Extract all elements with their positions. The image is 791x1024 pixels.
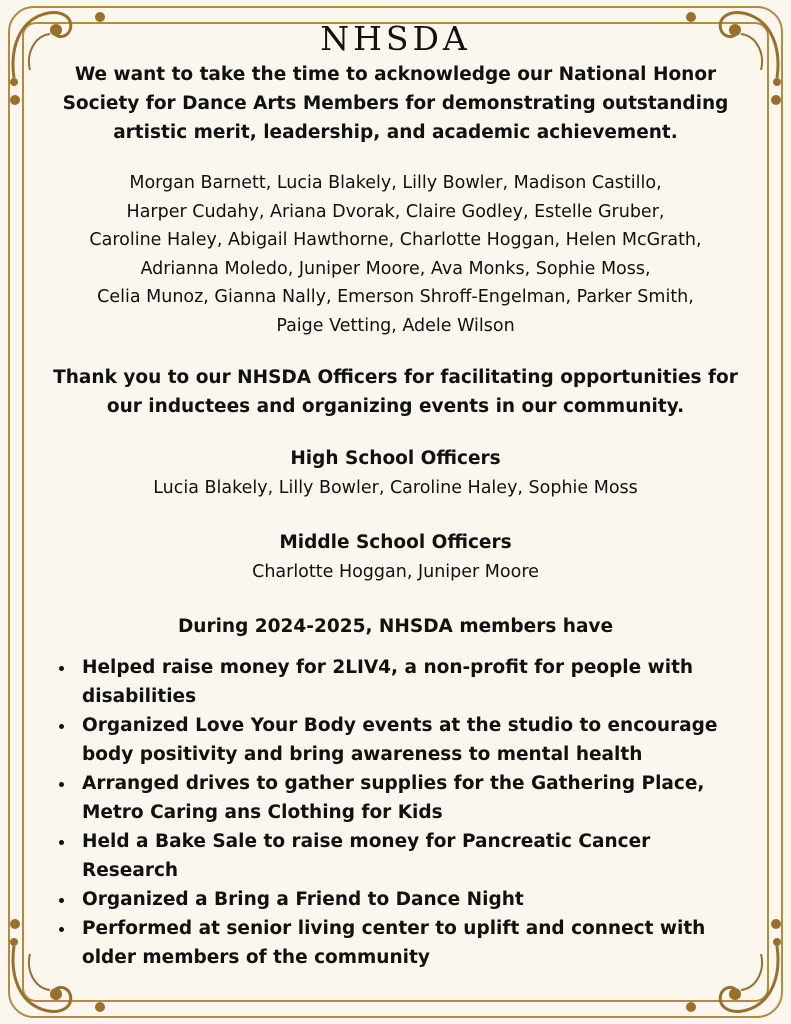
dot-ornament-icon (10, 919, 20, 929)
list-item: • Organized a Bring a Friend to Dance Night (76, 885, 751, 914)
list-item: • Helped raise money for 2LIV4, a non-profit for people with disabilities (76, 653, 751, 711)
intro-text: We want to take the time to acknowledge our National Honor Society for Dance Arts Members for demonstrating outstanding artistic merit, leadership, and academic achievement. (62, 64, 729, 143)
list-item: • Organized Love Your Body events at the studio to encourage body positivity and bring awareness to mental health (76, 711, 751, 769)
middle-school-officers-heading: Middle School Officers (279, 531, 512, 553)
dot-ornament-icon (10, 95, 20, 105)
achievements-list (40, 653, 751, 972)
officers-thanks-text: Thank you to our NHSDA Officers for facilitating opportunities for our inductees and organizing events in our community. (53, 366, 738, 417)
members-line: Celia Munoz, Gianna Nally, Emerson Shroff-Engelman, Parker Smith, (97, 287, 694, 308)
list-item: • Arranged drives to gather supplies for the Gathering Place, Metro Caring ans Clothing for Kids (76, 769, 751, 827)
members-line: Caroline Haley, Abigail Hawthorne, Charlotte Hoggan, Helen McGrath, (89, 230, 702, 251)
dot-ornament-icon (771, 95, 781, 105)
members-line: Paige Vetting, Adele Wilson (276, 315, 515, 336)
achievements-heading: During 2024-2025, NHSDA members have (177, 615, 614, 637)
page-title: NHSDA (320, 19, 471, 58)
members-line: Adrianna Moledo, Juniper Moore, Ava Monks, Sophie Moss, (140, 258, 651, 279)
members-line: Harper Cudahy, Ariana Dvorak, Claire Godley, Estelle Gruber, (126, 201, 665, 222)
dot-ornament-icon (95, 1002, 105, 1012)
middle-school-officers-names: Charlotte Hoggan, Juniper Moore (252, 561, 539, 582)
list-item: • Performed at senior living center to uplift and connect with older members of the community (76, 914, 751, 972)
dot-ornament-icon (686, 1002, 696, 1012)
high-school-officers-heading: High School Officers (290, 447, 501, 469)
high-school-officers-names: Lucia Blakely, Lilly Bowler, Caroline Haley, Sophie Moss (153, 477, 638, 498)
members-line: Morgan Barnett, Lucia Blakely, Lilly Bowler, Madison Castillo, (129, 173, 662, 193)
members-list (40, 169, 751, 341)
dot-ornament-icon (771, 919, 781, 929)
flyer-content (40, 18, 751, 972)
list-item: • Held a Bake Sale to raise money for Pancreatic Cancer Research (76, 827, 751, 885)
